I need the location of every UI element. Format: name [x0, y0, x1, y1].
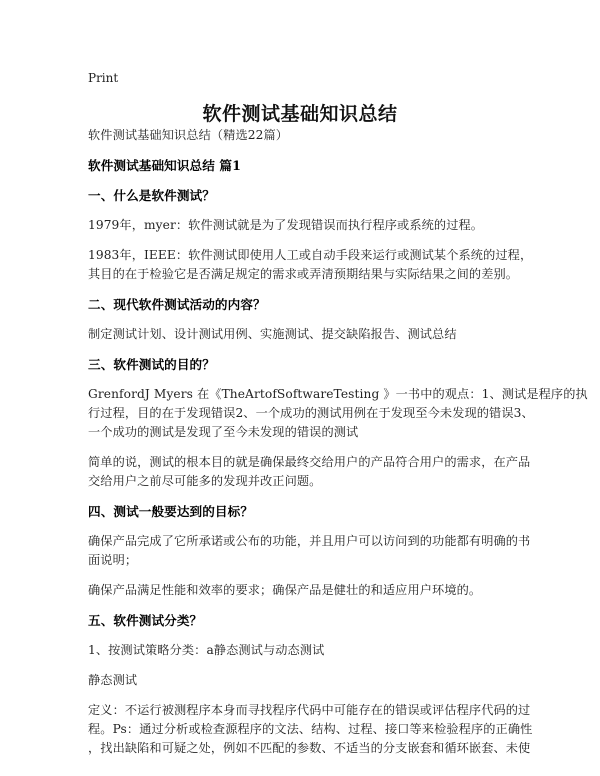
- paragraph-line: 简单的说，测试的根本目的就是确保最终交给用户的产品符合用户的需求，在产品: [88, 455, 531, 469]
- paragraph: [88, 453, 531, 491]
- paragraph: 制定测试计划、设计测试用例、实施测试、提交缺陷报告、测试总结: [88, 327, 457, 341]
- paragraph-line: 交给用户之前尽可能多的发现并改正问题。: [88, 474, 322, 488]
- paragraph-line: 其目的在于检验它是否满足规定的需求或弄清预期结果与实际结果之间的差别。: [88, 267, 519, 281]
- paragraph-line: 程。Ps：通过分析或检查源程序的文法、结构、过程、接口等来检验程序的正确性: [88, 722, 533, 736]
- heading-q4: 四、测试一般要达到的目标？: [88, 504, 254, 519]
- paragraph-line: 1983年，IEEE：软件测试即使用人工或自动手段来运行或测试某个系统的过程，: [88, 248, 533, 262]
- paragraph: 静态测试: [88, 673, 138, 687]
- document-body: [88, 126, 588, 769]
- paragraph: 确保产品满足性能和效率的要求；确保产品是健壮的和适应用户环境的。: [88, 583, 482, 597]
- paragraph: [88, 532, 531, 570]
- heading-q1: 一、什么是软件测试？: [88, 188, 215, 203]
- paragraph-line: ，找出缺陷和可疑之处，例如不匹配的参数、不适当的分支嵌套和循环嵌套、未使: [88, 741, 531, 755]
- subtitle: 软件测试基础知识总结（精选22篇）: [88, 128, 289, 142]
- paragraph: [88, 385, 588, 442]
- section-title: 软件测试基础知识总结 篇1: [88, 158, 241, 173]
- heading-q2: 二、现代软件测试活动的内容？: [88, 297, 266, 312]
- page-title: 软件测试基础知识总结: [202, 103, 398, 125]
- paragraph: [88, 701, 533, 758]
- heading-q5: 五、软件测试分类？: [88, 613, 203, 628]
- paragraph: 1、按测试策略分类：a静态测试与动态测试: [88, 643, 325, 657]
- paragraph-line: 一个成功的测试是发现了至今未发现的错误的测试: [88, 425, 359, 439]
- paragraph-line: GrenfordJ Myers 在《TheArtofSoftwareTesting 》一书中的观点：1、测试是程序的执: [88, 387, 588, 401]
- print-label[interactable]: Print: [88, 71, 119, 85]
- paragraph-line: 行过程，目的在于发现错误2、一个成功的测试用例在于发现至今未发现的错误3、: [88, 406, 534, 420]
- paragraph-line: 定义：不运行被测程序本身而寻找程序代码中可能存在的错误或评估程序代码的过: [88, 703, 531, 717]
- paragraph: 1979年，myer：软件测试就是为了发现错误而执行程序或系统的过程。: [88, 218, 484, 232]
- paragraph-line: 面说明；: [88, 553, 138, 567]
- paragraph-line: 确保产品完成了它所承诺或公布的功能，并且用户可以访问到的功能都有明确的书: [88, 534, 531, 548]
- paragraph: [88, 246, 533, 284]
- heading-q3: 三、软件测试的目的？: [88, 357, 215, 372]
